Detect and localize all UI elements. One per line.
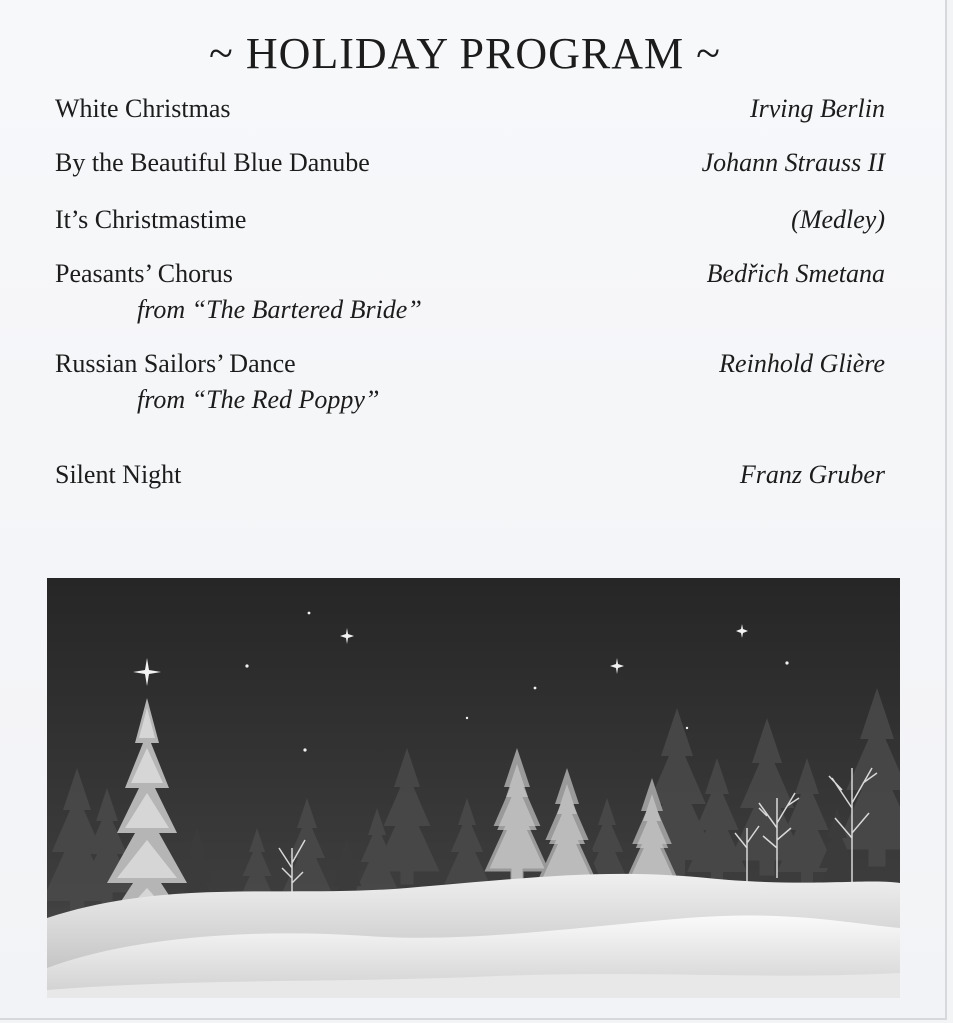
- page-title: ~ HOLIDAY PROGRAM ~: [209, 29, 721, 78]
- program-row: [55, 91, 885, 127]
- composer-name: Reinhold Glière: [719, 349, 885, 378]
- piece-title: White Christmas: [55, 94, 231, 123]
- piece-title: Russian Sailors’ Dance: [55, 349, 296, 378]
- winter-night-forest-illustration: [47, 578, 900, 998]
- piece-title: Silent Night: [55, 460, 182, 489]
- program-row: [55, 457, 885, 493]
- piece-subtitle: from “The Red Poppy”: [137, 385, 380, 414]
- piece-subtitle: from “The Bartered Bride”: [137, 295, 422, 324]
- program-row: [55, 145, 885, 181]
- composer-name: (Medley): [791, 205, 885, 234]
- program-row: [55, 202, 885, 238]
- piece-title: By the Beautiful Blue Danube: [55, 148, 370, 177]
- composer-name: Johann Strauss II: [701, 148, 885, 177]
- composer-name: Franz Gruber: [739, 460, 885, 489]
- program-row: [55, 346, 885, 418]
- composer-name: Irving Berlin: [749, 94, 885, 123]
- composer-name: Bedřich Smetana: [706, 259, 885, 288]
- piece-title: Peasants’ Chorus: [55, 259, 233, 288]
- program-row: [55, 256, 885, 328]
- piece-title: It’s Christmastime: [55, 205, 247, 234]
